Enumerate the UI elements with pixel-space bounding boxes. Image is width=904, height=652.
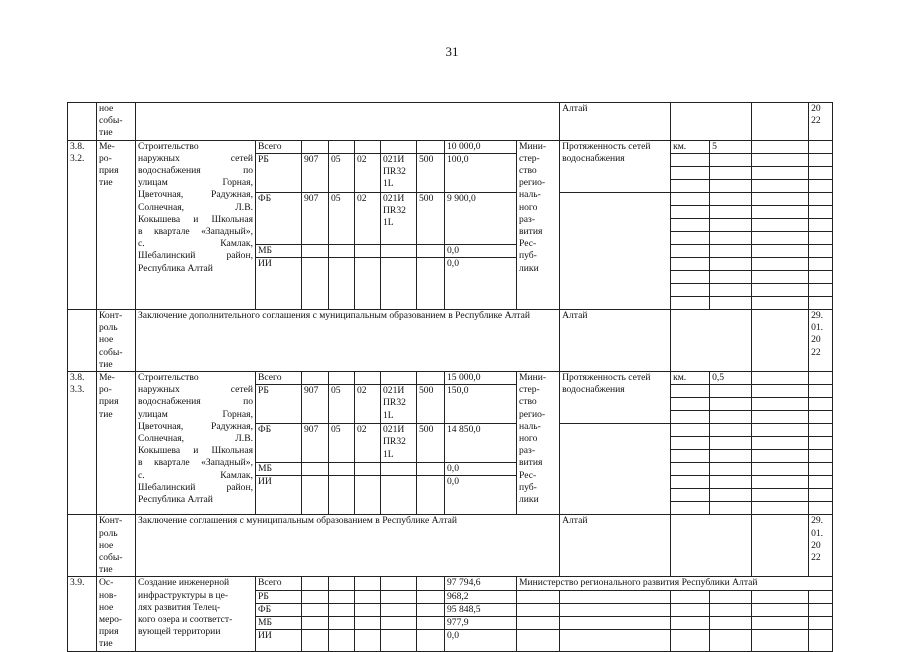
amount-cell: 968,2	[445, 590, 517, 603]
control-event-text: Заключение соглашения с муниципальным образованием в Республике Алтай	[136, 515, 560, 577]
source-label: ИИ	[256, 258, 302, 310]
source-label: ИИ	[256, 476, 302, 515]
amount-cell: 977,9	[445, 617, 517, 630]
event-type-cell: Ос- нов- ное меро- прия тие	[97, 577, 136, 651]
amount-cell: 0,0	[445, 258, 517, 310]
source-label: ФБ	[256, 603, 302, 616]
page-number: 31	[445, 44, 459, 59]
date-cell: 29. 01. 20 22	[809, 515, 833, 577]
source-label: МБ	[256, 617, 302, 630]
event-type-cell: ное собы- тие	[97, 103, 136, 141]
executor-cell: Мини- стер- ство регио- наль- ного раз- вития Рес- пуб- лики	[517, 372, 560, 515]
table-row	[68, 140, 833, 153]
item-number: 3.8. 3.3.	[68, 372, 97, 515]
control-event-text: Заключение дополнительного соглашения с муниципальным образованием в Республике Алтай	[136, 310, 560, 372]
source-label: ИИ	[256, 630, 302, 651]
amount-cell: 100,0	[445, 153, 517, 192]
value-cell: 5	[710, 140, 752, 153]
table-row: РБ 907 05 02 021И ПR32 1L 500 100,0	[68, 153, 833, 166]
executor-cell: Мини- стер- ство регио- наль- ного раз- вития Рес- пуб- лики	[517, 140, 560, 309]
amount-cell: 95 848,5	[445, 603, 517, 616]
amount-cell: 9 900,0	[445, 192, 517, 244]
table-row	[68, 372, 833, 385]
executor-cell: Алтай	[560, 103, 671, 141]
source-label: МБ	[256, 244, 302, 257]
item-name: Строительство наружных сетей водоснабжения по улицам Горная, Цветочная, Радужная, Солнечная, Л.В. Кокышева и Школьная в квартале «Западный», с. Камлак, Шебалинский район, Республика Алтай	[136, 140, 256, 309]
amount-cell: 15 000,0	[445, 372, 517, 385]
unit-cell: км.	[671, 372, 710, 385]
indicator-cell: Протяженность сетей водоснабжения	[560, 372, 671, 424]
source-label: РБ	[256, 385, 302, 424]
event-type-cell: Ме- ро- прия тие	[97, 140, 136, 309]
item-name: Строительство наружных сетей водоснабжения по улицам Горная, Цветочная, Радужная, Солнечная, Л.В. Кокышева и Школьная в квартале «Западный», с. Камлак, Шебалинский район, Республика Алтай	[136, 372, 256, 515]
source-label: Всего	[256, 577, 302, 590]
amount-cell: 0,0	[445, 463, 517, 476]
event-type-cell: Конт- роль ное собы- тие	[97, 310, 136, 372]
amount-cell: 0,0	[445, 244, 517, 257]
amount-cell: 10 000,0	[445, 140, 517, 153]
amount-cell: 97 794,6	[445, 577, 517, 590]
source-label: ФБ	[256, 424, 302, 463]
amount-cell: 0,0	[445, 476, 517, 515]
unit-cell: км.	[671, 140, 710, 153]
amount-cell: 14 850,0	[445, 424, 517, 463]
value-cell: 0,5	[710, 372, 752, 385]
date-cell: 20 22	[809, 103, 833, 141]
source-label: МБ	[256, 463, 302, 476]
program-table: ное собы- тие Алтай 20 22 3.8. 3.2. Ме- ро- прия тие Строительство наружных сетей водоснабжения по улицам Горная, Цветочная, Радужная, Солнечная, Л.В. Кокышева и Школьная в квартале «Западный», с. Камлак, Шебалинский район, Республика Алтай Всего 10 000,0 Мини- стер- ство регио- наль- ного раз- вития Рес- пуб- лики Протяженность сетей водоснабжения км. 5 РБ 907 05 02 021И ПR32 1L 500 100,0 ФБ 907 05 02 021И ПR32 1L 500 9 900,0 МБ 0,0 ИИ 0,0 Конт- роль ное собы- тие Заключение дополнительного соглашения с муниципальным образованием в Республике Алтай Алтай 29. 01. 20 22 3.8. 3.3. Ме- ро- прия тие Строительство наружных сетей водоснабжения по улицам Горная, Цветочная, Радужная, Солнечная, Л.В. Кокышева и Школьная в квартале «Западный», с. Камлак, Шебалинский район, Республика Алтай Всего 15 000,0 Мини- стер- ство регио- наль- ного раз- вития Рес- пуб- лики Протяженность сетей водоснабжения км. 0,5 РБ 907 05 02 021И ПR32 1L 500 150,0 ФБ 907 05 02 021И ПR32 1L 500 14 850,0 МБ 0,0 ИИ 0,0 Конт- роль ное собы- тие Заключение соглашения с муниципальным образованием в Республике Алтай Алтай 29. 01. 20 22 3.9. Ос- нов- ное меро- прия тие Создание инженерной инфраструктуры в це- лях развития Телец- кого озера и соответст- вующей территории Всего 97 794,6 Министерство регионального развития Республики Алтай РБ 968,2 ФБ 95 848,5 МБ 977,9 ИИ 0,0	[67, 102, 833, 652]
amount-cell: 0,0	[445, 630, 517, 651]
item-name: Создание инженерной инфраструктуры в це- лях развития Телец- кого озера и соответст- вующей территории	[136, 577, 256, 651]
item-number: 3.8. 3.2.	[68, 140, 97, 309]
executor-wide: Министерство регионального развития Республики Алтай	[517, 577, 833, 590]
indicator-cell: Протяженность сетей водоснабжения	[560, 140, 671, 192]
executor-cell: Алтай	[560, 515, 671, 577]
source-label: РБ	[256, 153, 302, 192]
amount-cell: 150,0	[445, 385, 517, 424]
source-label: ФБ	[256, 192, 302, 244]
event-type-cell: Конт- роль ное собы- тие	[97, 515, 136, 577]
table-row	[68, 103, 833, 141]
table-row	[68, 577, 833, 590]
date-cell: 29. 01. 20 22	[809, 310, 833, 372]
source-label: РБ	[256, 590, 302, 603]
source-label: Всего	[256, 140, 302, 153]
executor-cell: Алтай	[560, 310, 671, 372]
event-type-cell: Ме- ро- прия тие	[97, 372, 136, 515]
item-number: 3.9.	[68, 577, 97, 651]
source-label: Всего	[256, 372, 302, 385]
